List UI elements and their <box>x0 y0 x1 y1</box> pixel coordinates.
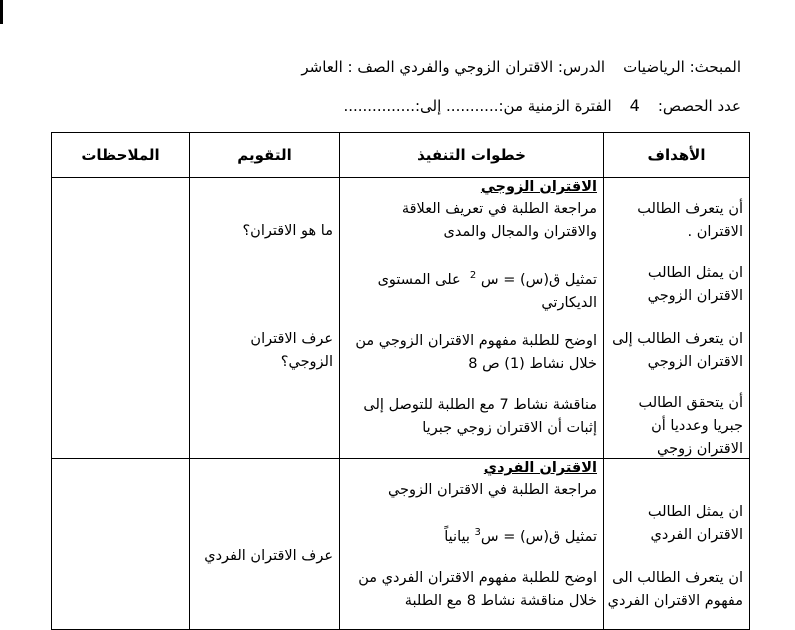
exponent: 2 <box>469 270 477 281</box>
evaluation-cell <box>190 178 340 459</box>
step-item: تمثيل ق(س) = س$^3$ بيانياً <box>444 527 597 545</box>
lesson-text: الدرس: الاقتران الزوجي والفردي الصف : العاشر <box>301 58 606 76</box>
objectives-cell <box>604 178 750 459</box>
objectives-cell <box>604 459 750 630</box>
evaluation-cell <box>190 459 340 630</box>
evaluation-item: عرف الاقتران الزوجي؟ <box>250 331 333 370</box>
col-objectives: الأهداف <box>604 133 750 178</box>
step-item: مراجعة الطلبة في تعريف العلاقة والاقتران والمجال والمدى <box>401 201 597 240</box>
periods-label: عدد الحصص: <box>657 97 741 115</box>
page-edge-line <box>0 0 3 24</box>
table-row <box>52 459 750 630</box>
header-line-1 <box>301 58 741 76</box>
step-item: اوضح للطلبة مفهوم الاقتران الفردي من خلال مناقشة نشاط 8 مع الطلبة <box>358 570 597 609</box>
objective-item: ان يمثل الطالب الاقتران الفردي <box>647 504 743 543</box>
step-item: اوضح للطلبة مفهوم الاقتران الزوجي من خلال نشاط (1) ص 8 <box>355 333 597 372</box>
objective-item: ان يمثل الطالب الاقتران الزوجي <box>647 265 743 304</box>
evaluation-item: عرف الاقتران الفردي <box>204 548 333 564</box>
section-title: الاقتران الفردي <box>483 460 597 476</box>
col-notes: الملاحظات <box>52 133 190 178</box>
objective-item: ان يتعرف الطالب إلى الاقتران الزوجي <box>612 331 743 370</box>
periods-value: 4 <box>629 96 640 115</box>
timeframe-text: الفترة الزمنية من:........... إلى:............... <box>343 97 612 115</box>
steps-cell <box>340 178 604 459</box>
objective-item: أن يتعرف الطالب الاقتران . <box>637 201 743 240</box>
step-item: تمثيل ق(س) = س $^2$ على المستوى الديكارتي <box>377 270 597 311</box>
step-item: مناقشة نشاط 7 مع الطلبة للتوصل إلى إثبات أن الاقتران زوجي جبريا <box>363 397 597 436</box>
steps-cell <box>340 459 604 630</box>
col-steps: خطوات التنفيذ <box>340 133 604 178</box>
section-title: الاقتران الزوجي <box>480 179 597 195</box>
objective-item: ان يتعرف الطالب الى مفهوم الاقتران الفردي <box>607 570 743 609</box>
evaluation-item: ما هو الاقتران؟ <box>242 223 333 239</box>
objective-item: أن يتحقق الطالب جبريا وعدديا أن الاقتران زوجي <box>638 395 743 457</box>
notes-cell <box>52 459 190 630</box>
lesson-plan-table <box>51 132 750 630</box>
subject-text: المبحث: الرياضيات <box>623 58 741 76</box>
notes-cell <box>52 178 190 459</box>
step-item: مراجعة الطلبة في الاقتران الزوجي <box>387 482 597 498</box>
col-evaluation: التقويم <box>190 133 340 178</box>
table-row <box>52 178 750 459</box>
exponent: 3 <box>474 527 481 538</box>
header-line-2 <box>343 96 741 115</box>
table-header-row <box>52 133 750 178</box>
